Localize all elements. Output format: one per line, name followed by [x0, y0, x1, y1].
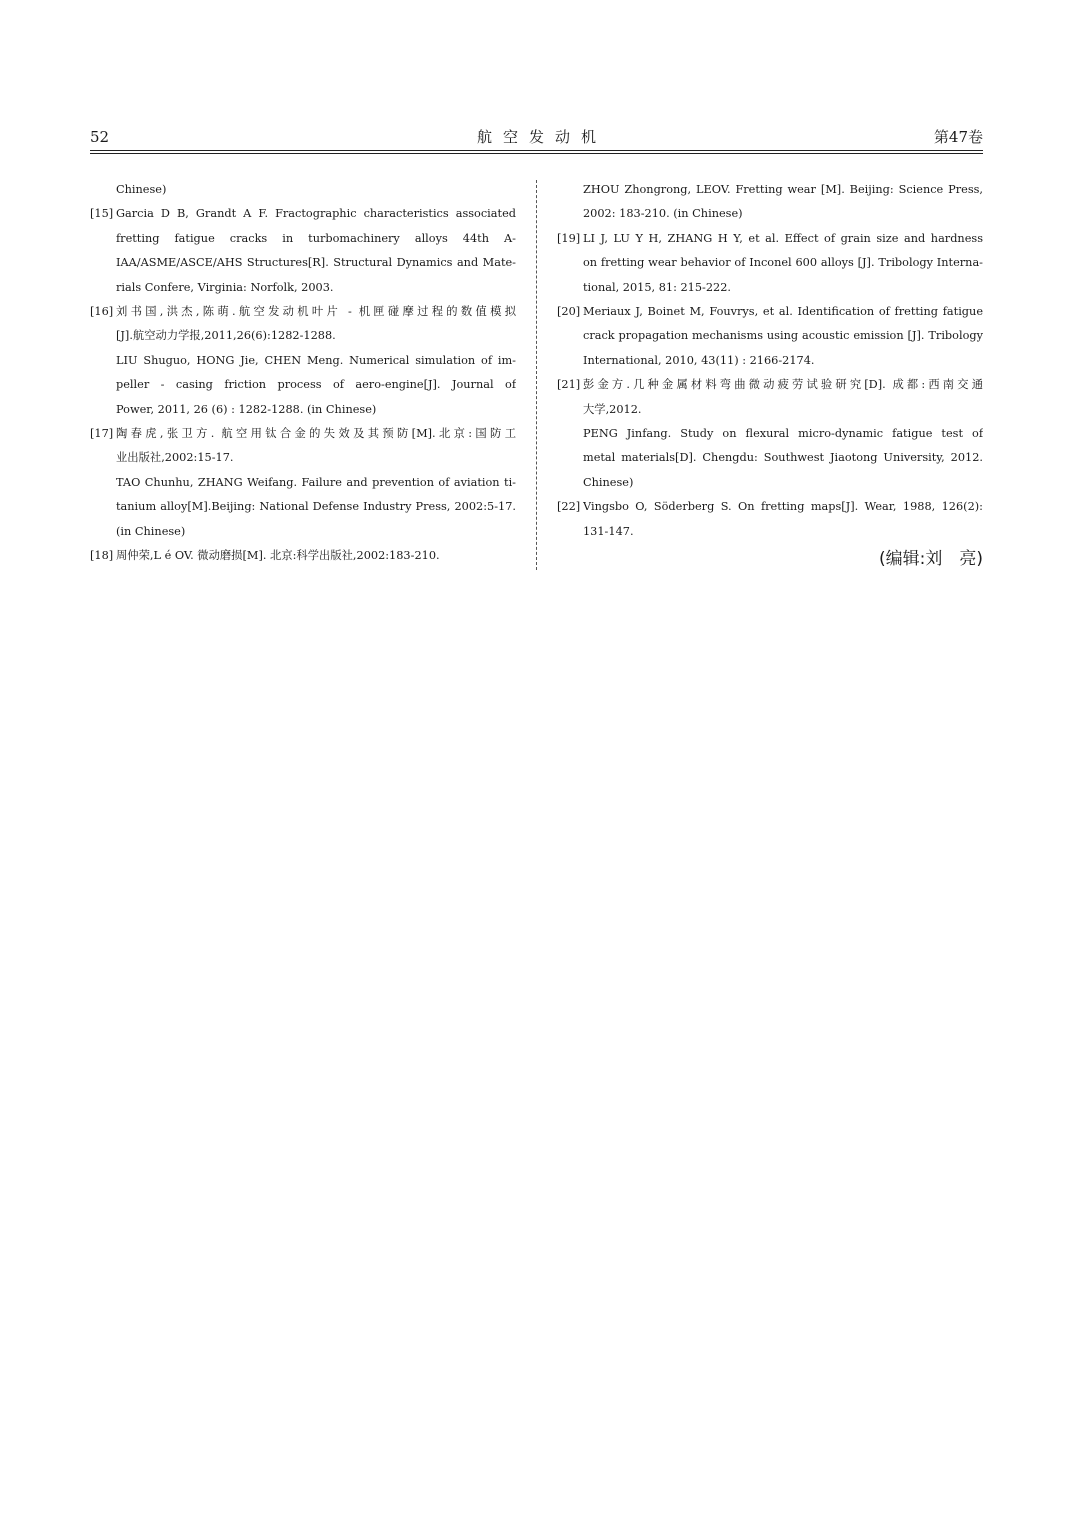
volume-label: 第47卷 — [933, 128, 983, 146]
reference-line: 彭金方.几种金属材料弯曲微动疲劳试验研究[D]. 成都:西南交通 — [583, 378, 983, 392]
left-column — [90, 178, 516, 568]
reference-line: peller - casing friction process of aero-engine[J]. Journal of — [116, 378, 516, 392]
reference-number: [16] — [90, 304, 114, 318]
reference-line: TAO Chunhu, ZHANG Weifang. Failure and prevention of aviation ti- — [116, 475, 516, 489]
reference-line: fretting fatigue cracks in turbomachinery alloys 44th A- — [116, 231, 516, 245]
reference-15 — [90, 202, 516, 300]
reference-number: [17] — [90, 426, 114, 440]
reference-16 — [90, 300, 516, 422]
page-number: 52 — [90, 128, 110, 146]
reference-number: [19] — [557, 231, 581, 245]
reference-line: PENG Jinfang. Study on flexural micro-dynamic fatigue test of — [583, 426, 983, 440]
editor-credit: (编辑:刘 亮) — [879, 549, 983, 569]
reference-line: rials Confere, Virginia: Norfolk, 2003. — [116, 280, 334, 294]
reference-line: crack propagation mechanisms using acoustic emission [J]. Tribology — [583, 329, 983, 343]
reference-22 — [557, 495, 983, 544]
reference-line: Chinese) — [583, 475, 634, 489]
reference-number: [18] — [90, 548, 114, 562]
reference-number: [20] — [557, 304, 581, 318]
reference-line: ZHOU Zhongrong, LEOV. Fretting wear [M]. Beijing: Science Press, — [583, 183, 983, 196]
reference-line: Power, 2011, 26 (6) : 1282-1288. (in Chinese) — [116, 402, 377, 416]
reference-line: tional, 2015, 81: 215-222. — [583, 280, 731, 294]
reference-line: LI J, LU Y H, ZHANG H Y, et al. Effect of grain size and hardness — [583, 231, 983, 245]
reference-number: [22] — [557, 500, 581, 514]
right-column — [557, 178, 983, 544]
reference-21 — [557, 373, 983, 495]
header-rule-bottom — [90, 153, 983, 154]
reference-line: Vingsbo O, Söderberg S. On fretting maps[J]. Wear, 1988, 126(2): — [583, 500, 983, 514]
reference-line: 业出版社,2002:15-17. — [116, 451, 234, 465]
running-header — [90, 126, 983, 148]
column-divider — [536, 180, 537, 570]
reference-line: tanium alloy[M].Beijing: National Defense Industry Press, 2002:5-17. — [116, 500, 516, 514]
reference-line: on fretting wear behavior of Inconel 600 alloys [J]. Tribology Interna- — [583, 256, 983, 270]
reference-line: Garcia D B, Grandt A F. Fractographic characteristics associated — [116, 207, 516, 221]
reference-line: IAA/ASME/ASCE/AHS Structures[R]. Structural Dynamics and Mate- — [116, 256, 516, 270]
reference-line: 大学,2012. — [583, 402, 642, 416]
reference-line: 131-147. — [583, 524, 634, 538]
reference-number: [15] — [90, 207, 114, 221]
reference-line: (in Chinese) — [116, 524, 186, 538]
reference-18 — [90, 544, 516, 568]
reference-17 — [90, 422, 516, 544]
reference-line: [J].航空动力学报,2011,26(6):1282-1288. — [116, 329, 336, 343]
reference-19 — [557, 227, 983, 300]
reference-line: 周仲荣,L é OV. 微动磨损[M]. 北京:科学出版社,2002:183-210. — [116, 548, 440, 562]
journal-title: 航空发动机 — [476, 128, 607, 146]
reference-line: Meriaux J, Boinet M, Fouvrys, et al. Identification of fretting fatigue — [583, 304, 983, 318]
reference-line: metal materials[D]. Chengdu: Southwest Jiaotong University, 2012. — [583, 451, 983, 465]
reference-line: LIU Shuguo, HONG Jie, CHEN Meng. Numerical simulation of im- — [116, 353, 516, 367]
header-rule-top — [90, 150, 983, 151]
reference-line: Chinese) — [116, 183, 167, 196]
reference-line: 2002: 183-210. (in Chinese) — [583, 207, 743, 221]
reference-continuation — [90, 178, 516, 202]
reference-line: International, 2010, 43(11) : 2166-2174. — [583, 353, 815, 367]
reference-number: [21] — [557, 378, 581, 392]
reference-20 — [557, 300, 983, 373]
reference-line: 刘书国,洪杰,陈萌.航空发动机叶片 - 机匣碰摩过程的数值模拟 — [116, 304, 516, 318]
reference-line: 陶春虎,张卫方. 航空用钛合金的失效及其预防[M].北京:国防工 — [116, 426, 516, 440]
reference-continuation — [557, 178, 983, 227]
